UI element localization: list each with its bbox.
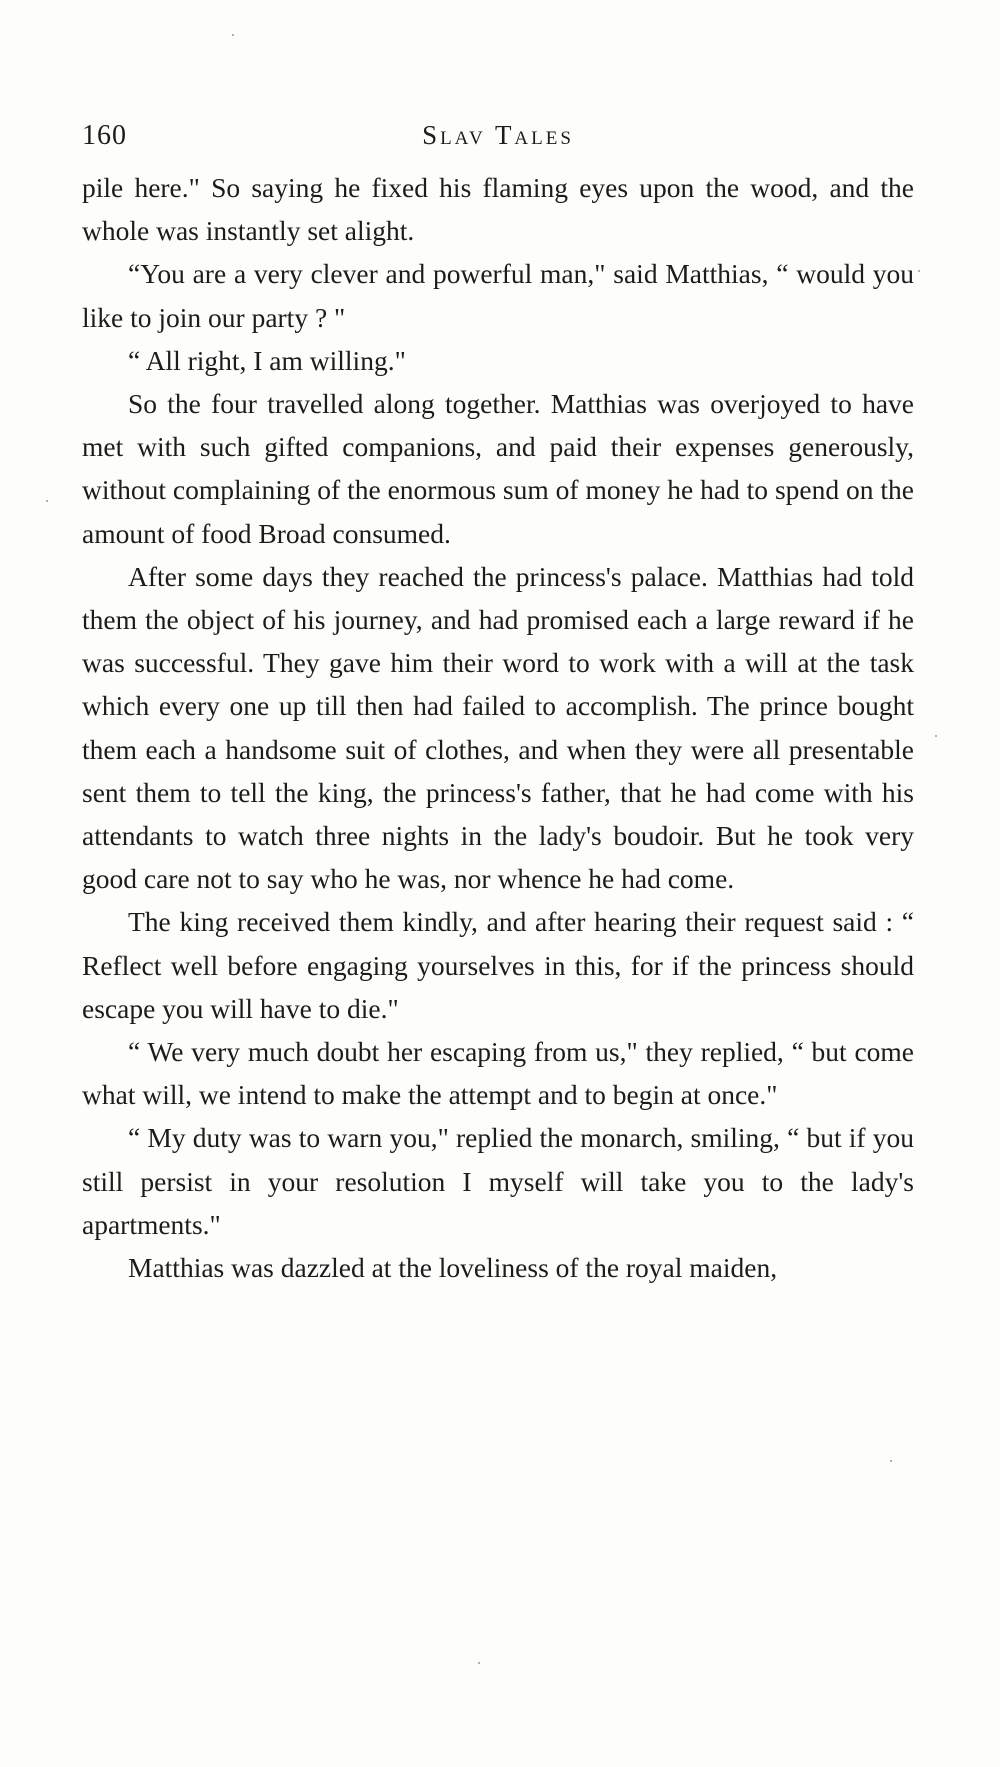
scan-speck [935,735,937,737]
paragraph: “ We very much doubt her escaping from us," they replied, “ but come what will, we intend to make the attempt and to begin at once." [82,1036,914,1111]
paragraph: The king received them kindly, and after hearing their request said : “ Reflect well before engaging yourselves in this, for if the princess should escape you will have to die." [82,906,914,1024]
scan-speck [46,500,48,502]
page-header [82,120,914,160]
scan-speck [890,1460,892,1462]
paragraph: “You are a very clever and powerful man," said Matthias, “ would you like to join our party ? " [82,258,914,333]
running-head: Slav Tales [422,120,574,150]
scan-speck [918,270,920,272]
paragraph: pile here." So saying he fixed his flaming eyes upon the wood, and the whole was instantly set alight. [82,172,914,247]
scan-speck [232,34,234,36]
body-text [82,166,914,1289]
paragraph: Matthias was dazzled at the loveliness of the royal maiden, [128,1252,778,1284]
scan-speck [478,1662,480,1664]
page-number: 160 [82,120,127,151]
paragraph: After some days they reached the princess's palace. Matthias had told them the object of his journey, and had promised each a large reward if he was successful. They gave him their word to work with a will at the task which every one up till then had failed to accomplish. The prince bought them each a handsome suit of clothes, and when they were all presentable sent them to tell the king, the princess's father, that he had come with his attendants to watch three nights in the lady's boudoir. But he took very good care not to say who he was, nor whence he had come. [82,560,914,895]
paragraph: So the four travelled along together. Matthias was overjoyed to have met with such gifted companions, and paid their expenses generously, without complaining of the enormous sum of money he had to spend on the amount of food Broad consumed. [82,388,914,549]
book-page [82,120,914,1289]
paragraph: “ My duty was to warn you," replied the monarch, smiling, “ but if you still persist in your resolution I myself will take you to the lady's apartments." [82,1122,914,1240]
paragraph: “ All right, I am willing." [128,344,406,376]
